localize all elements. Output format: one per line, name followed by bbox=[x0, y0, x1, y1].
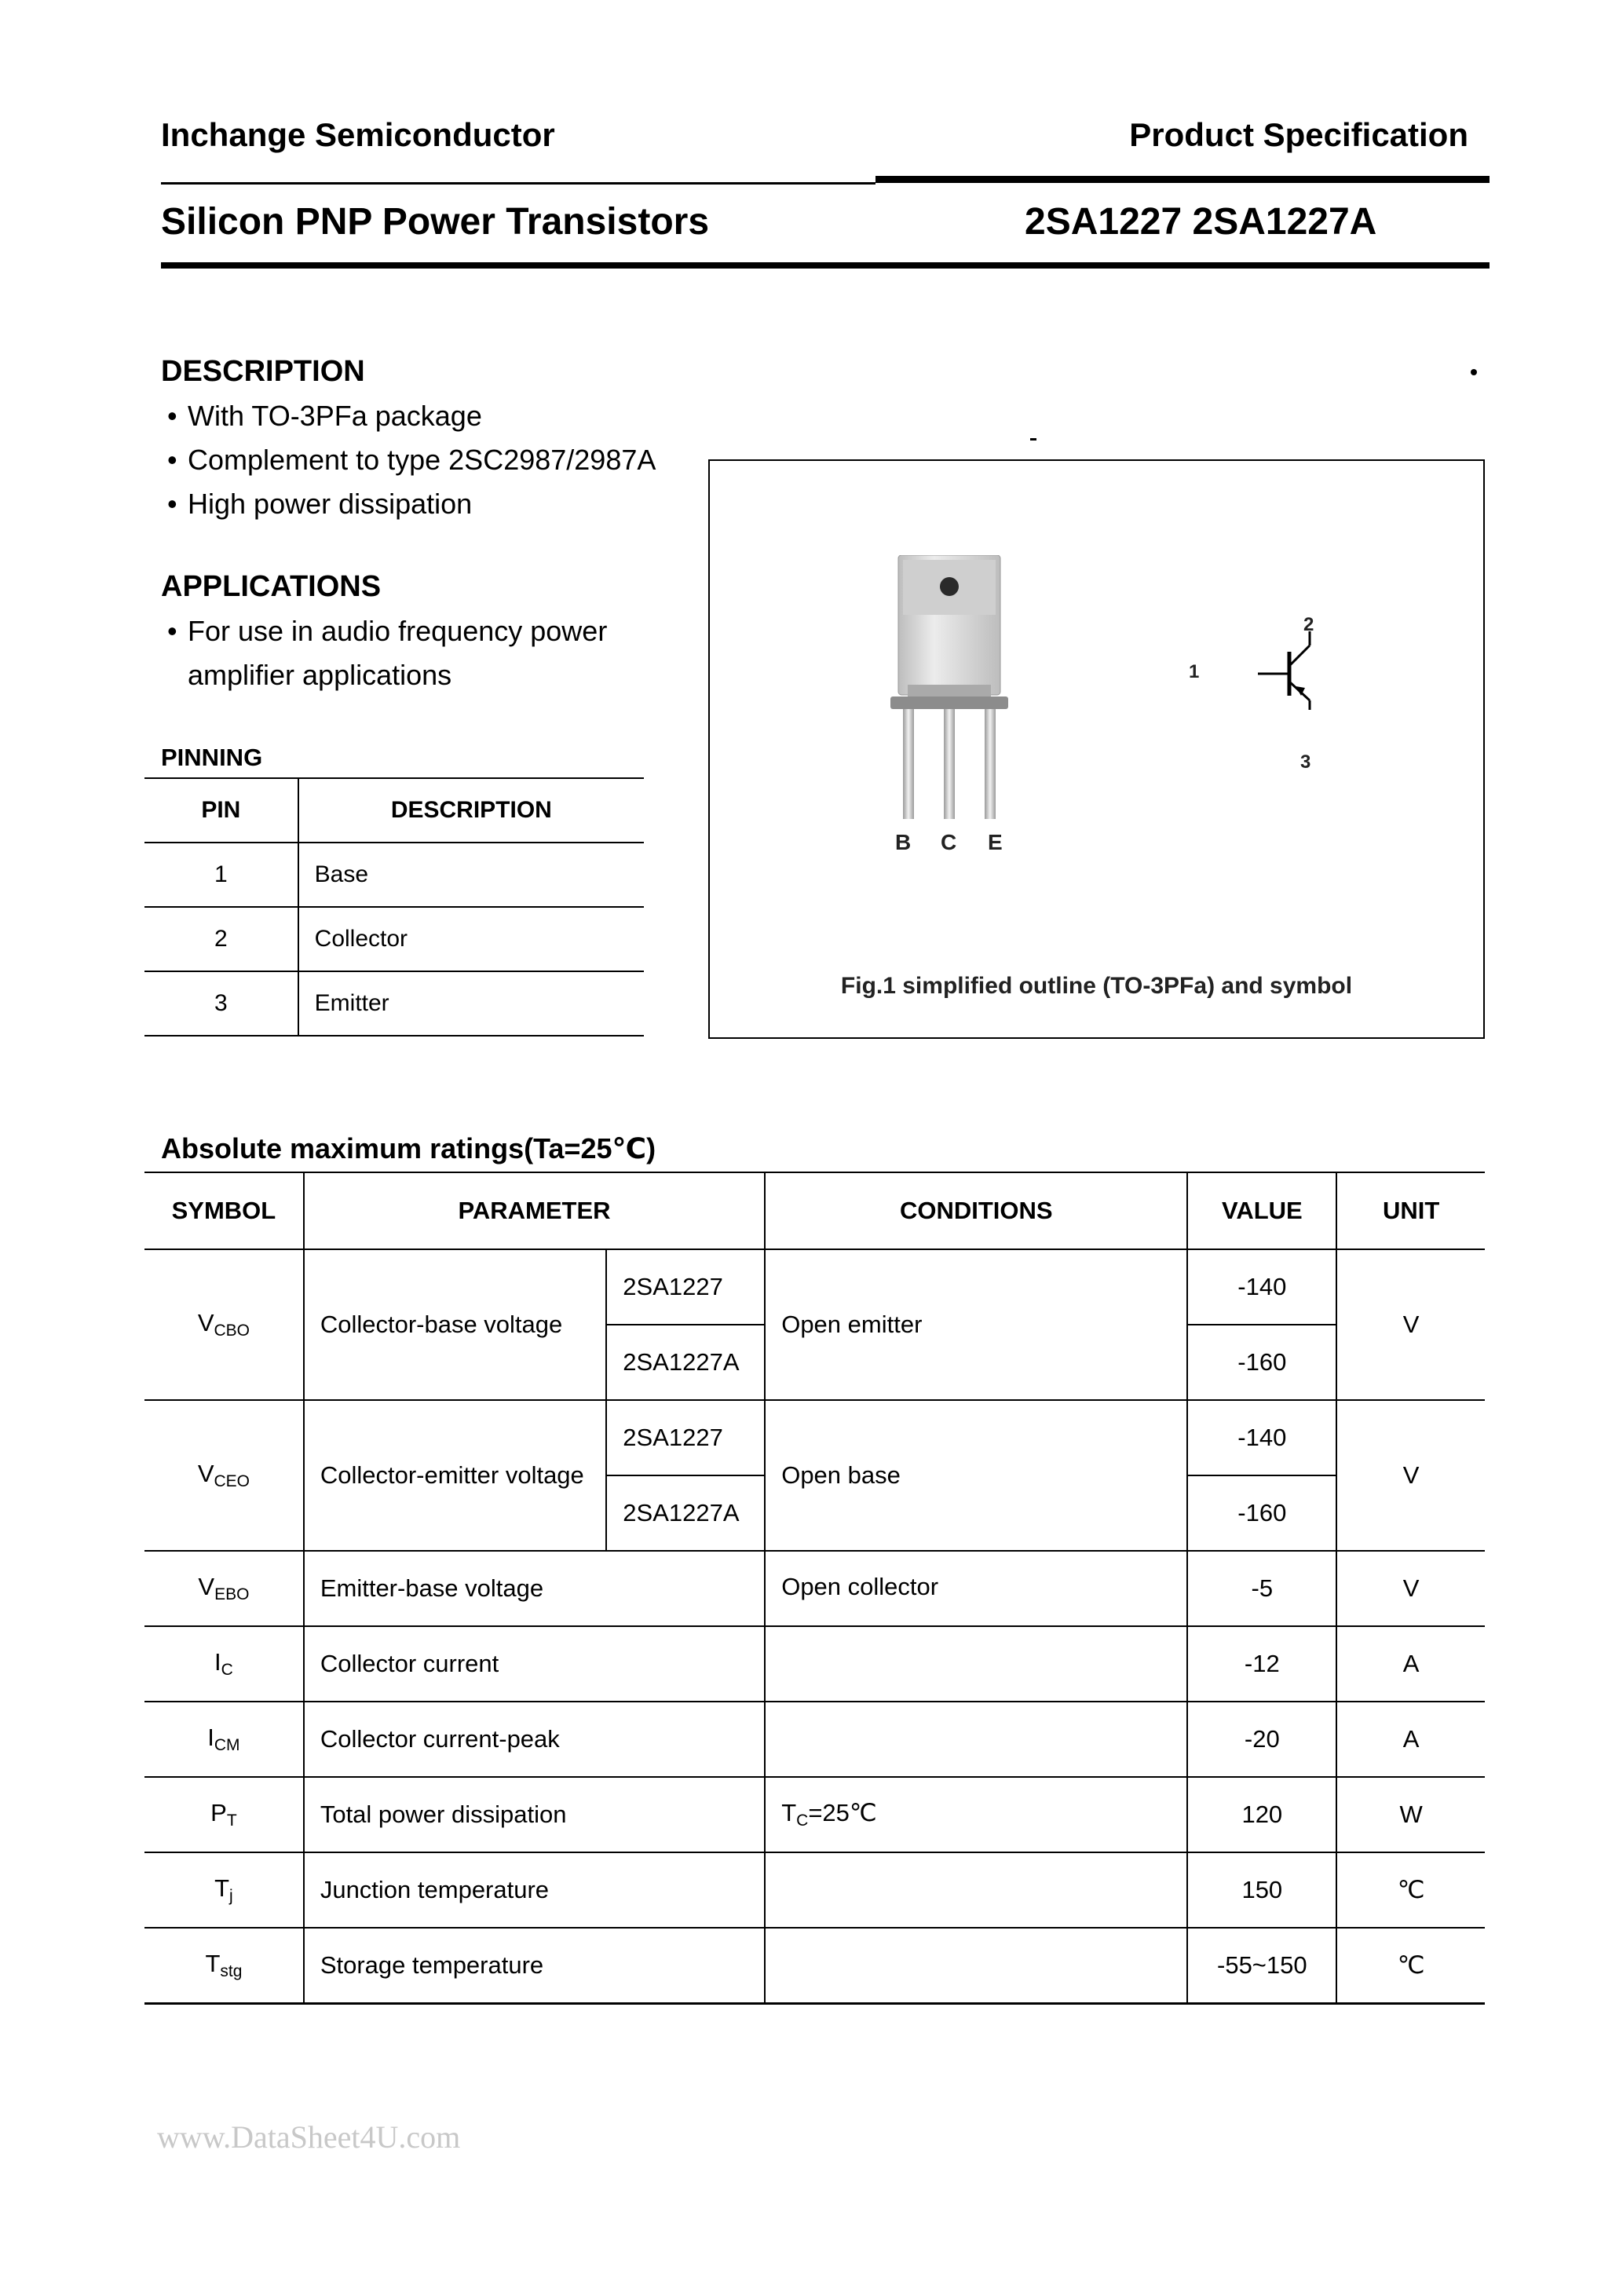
conditions-cell bbox=[765, 1702, 1187, 1777]
unit-cell: V bbox=[1336, 1249, 1485, 1400]
table-row bbox=[144, 1852, 1485, 1928]
ratings-table bbox=[144, 1172, 1485, 2005]
pnp-transistor-symbol-icon bbox=[1236, 622, 1346, 728]
pin-description: Emitter bbox=[298, 971, 644, 1036]
document-type: Product Specification bbox=[1129, 116, 1468, 153]
company-name: Inchange Semiconductor bbox=[161, 116, 555, 153]
value-cell: -20 bbox=[1187, 1702, 1336, 1777]
parameter-cell: Junction temperature bbox=[304, 1852, 765, 1928]
header-rule-top bbox=[875, 176, 1490, 183]
table-row bbox=[144, 971, 644, 1036]
figure-box bbox=[708, 459, 1485, 1039]
conditions-cell: Open collector bbox=[765, 1551, 1187, 1626]
description-item: • High power dissipation bbox=[167, 488, 473, 520]
conditions-cell: Open emitter bbox=[765, 1249, 1187, 1400]
parameter-cell: Emitter-base voltage bbox=[304, 1551, 765, 1626]
applications-title: APPLICATIONS bbox=[161, 570, 382, 603]
symbol-pin-1: 1 bbox=[1189, 661, 1200, 682]
applications-list bbox=[167, 609, 607, 697]
lead-label-c: C bbox=[941, 830, 957, 854]
pinning-title: PINNING bbox=[161, 744, 263, 771]
lead-label-e: E bbox=[988, 830, 1003, 854]
value-cell: -140 bbox=[1187, 1400, 1336, 1475]
value-cell: 120 bbox=[1187, 1777, 1336, 1852]
figure-caption: Fig.1 simplified outline (TO-3PFa) and symbol bbox=[840, 973, 1353, 999]
conditions-header: CONDITIONS bbox=[765, 1172, 1187, 1249]
parameter-cell: Collector-emitter voltage bbox=[304, 1400, 606, 1551]
variant-cell: 2SA1227A bbox=[606, 1475, 765, 1551]
conditions-cell: Open base bbox=[765, 1400, 1187, 1551]
parameter-cell: Collector-base voltage bbox=[304, 1249, 606, 1400]
symbol-cell: $T_j$ bbox=[144, 1852, 304, 1928]
symbol-pin-3: 3 bbox=[1300, 751, 1311, 773]
symbol-cell: $T_{stg}$ bbox=[144, 1928, 304, 2004]
value-cell: -5 bbox=[1187, 1551, 1336, 1626]
unit-cell: ℃ bbox=[1336, 1928, 1485, 2004]
parameter-cell: Total power dissipation bbox=[304, 1777, 765, 1852]
table-row bbox=[144, 1400, 1485, 1475]
watermark-text: www.DataSheet4U.com bbox=[157, 2119, 461, 2155]
symbol-cell: $I_{CM}$ bbox=[144, 1702, 304, 1777]
unit-cell: V bbox=[1336, 1400, 1485, 1551]
pin-number: 3 bbox=[144, 971, 298, 1036]
description-title: DESCRIPTION bbox=[161, 355, 365, 388]
pin-description-header: DESCRIPTION bbox=[298, 778, 644, 843]
table-row bbox=[144, 1626, 1485, 1702]
variant-cell: 2SA1227A bbox=[606, 1325, 765, 1400]
unit-cell: ℃ bbox=[1336, 1852, 1485, 1928]
symbol-cell: $V_{CEO}$ bbox=[144, 1400, 304, 1551]
description-list bbox=[167, 394, 656, 526]
product-line-title: Silicon PNP Power Transistors bbox=[161, 201, 710, 243]
pin-description: Collector bbox=[298, 907, 644, 971]
value-cell: -140 bbox=[1187, 1249, 1336, 1325]
pin-number: 2 bbox=[144, 907, 298, 971]
symbol-header: SYMBOL bbox=[144, 1172, 304, 1249]
table-row bbox=[144, 1928, 1485, 2004]
unit-cell: V bbox=[1336, 1551, 1485, 1626]
table-row bbox=[144, 843, 644, 907]
unit-cell: W bbox=[1336, 1777, 1485, 1852]
lead-label-b: B bbox=[895, 830, 912, 854]
symbol-cell: $V_{CBO}$ bbox=[144, 1249, 304, 1400]
unit-cell: A bbox=[1336, 1626, 1485, 1702]
description-item: • With TO-3PFa package bbox=[167, 400, 482, 432]
header-rule-bottom bbox=[161, 262, 1490, 269]
table-header-row bbox=[144, 1172, 1485, 1249]
pin-number: 1 bbox=[144, 843, 298, 907]
parameter-cell: Collector current bbox=[304, 1626, 765, 1702]
table-row bbox=[144, 1702, 1485, 1777]
value-cell: -160 bbox=[1187, 1325, 1336, 1400]
symbol-cell: $V_{EBO}$ bbox=[144, 1551, 304, 1626]
value-cell: -12 bbox=[1187, 1626, 1336, 1702]
to3pfa-package-icon bbox=[883, 555, 1024, 826]
conditions-cell bbox=[765, 1626, 1187, 1702]
pinning-table bbox=[144, 777, 644, 1036]
application-line: • For use in audio frequency power bbox=[167, 615, 608, 647]
table-row bbox=[144, 1777, 1485, 1852]
unit-header: UNIT bbox=[1336, 1172, 1485, 1249]
symbol-cell: $P_T$ bbox=[144, 1777, 304, 1852]
scan-mark bbox=[1030, 438, 1036, 441]
conditions-cell bbox=[765, 1928, 1187, 2004]
value-cell: 150 bbox=[1187, 1852, 1336, 1928]
variant-cell: 2SA1227 bbox=[606, 1249, 765, 1325]
description-item: • Complement to type 2SC2987/2987A bbox=[167, 444, 656, 476]
header-rule-top-thin bbox=[161, 182, 875, 185]
table-row bbox=[144, 1249, 1485, 1325]
table-row bbox=[144, 1551, 1485, 1626]
value-header: VALUE bbox=[1187, 1172, 1336, 1249]
parameter-cell: Storage temperature bbox=[304, 1928, 765, 2004]
parameter-header: PARAMETER bbox=[304, 1172, 765, 1249]
symbol-pin-2: 2 bbox=[1303, 614, 1314, 635]
conditions-cell: $T_C=25℃$ bbox=[765, 1777, 1187, 1852]
value-cell: -55~150 bbox=[1187, 1928, 1336, 2004]
scan-dot bbox=[1471, 369, 1477, 375]
value-cell: -160 bbox=[1187, 1475, 1336, 1551]
variant-cell: 2SA1227 bbox=[606, 1400, 765, 1475]
application-line: amplifier applications bbox=[188, 659, 452, 691]
part-numbers-title: 2SA1227 2SA1227A bbox=[1025, 201, 1377, 243]
parameter-cell: Collector current-peak bbox=[304, 1702, 765, 1777]
ratings-title: Absolute maximum ratings(Ta=25℃) bbox=[161, 1132, 656, 1164]
unit-cell: A bbox=[1336, 1702, 1485, 1777]
symbol-cell: $I_C$ bbox=[144, 1626, 304, 1702]
table-header-row bbox=[144, 778, 644, 843]
conditions-cell bbox=[765, 1852, 1187, 1928]
pin-description: Base bbox=[298, 843, 644, 907]
pin-header: PIN bbox=[144, 778, 298, 843]
table-row bbox=[144, 907, 644, 971]
